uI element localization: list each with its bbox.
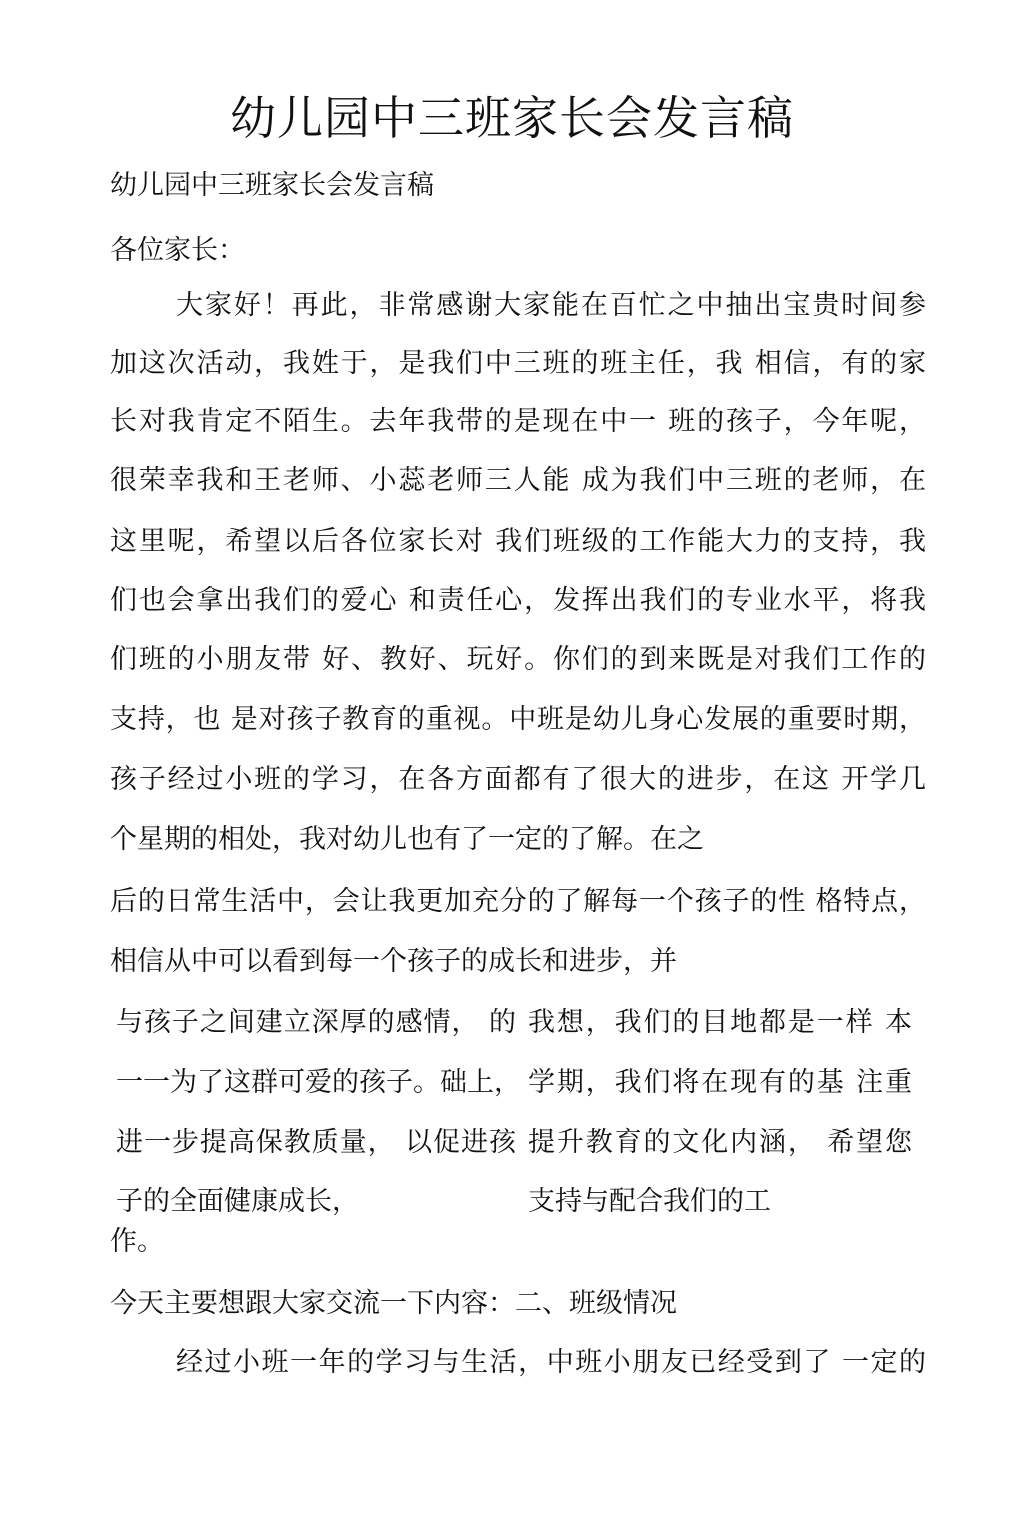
column-left-line: 进一步提高保教质量， 以促进孩	[116, 1127, 516, 1158]
para1-line: 们也会拿出我们的爱心 和责任心，发挥出我们的专业水平，将我	[110, 585, 926, 616]
para1-line: 加这次活动，我姓于，是我们中三班的班主任，我 相信，有的家	[110, 348, 926, 379]
column-left-line: 子的全面健康成长，	[116, 1186, 359, 1217]
para1-line: 个星期的相处，我对幼儿也有了一定的了解。在之	[110, 824, 704, 855]
para2-line: 相信从中可以看到每一个孩子的成长和进步，并	[110, 946, 677, 977]
para1-line: 这里呢，希望以后各位家长对 我们班级的工作能大力的支持，我	[110, 526, 926, 557]
para1-line: 孩子经过小班的学习，在各方面都有了很大的进步，在这 开学几	[110, 764, 926, 795]
para2-line: 后的日常生活中，会让我更加充分的了解每一个孩子的性 格特点，	[110, 886, 926, 917]
column-right-line: 支持与配合我们的工	[528, 1186, 771, 1217]
column-right-line: 学期，我们将在现有的基 注重	[528, 1067, 912, 1098]
column-left-line: 与孩子之间建立深厚的感情， 的	[116, 1007, 516, 1038]
document-subtitle: 幼儿园中三班家长会发言稿	[110, 170, 434, 201]
para1-line: 们班的小朋友带 好、教好、玩好。你们的到来既是对我们工作的	[110, 644, 926, 675]
agenda-line: 今天主要想跟大家交流一下内容：二、班级情况	[110, 1288, 677, 1319]
para1-line: 长对我肯定不陌生。去年我带的是现在中一 班的孩子，今年呢，	[110, 406, 926, 437]
column-left-line: 一一为了这群可爱的孩子。础上，	[116, 1067, 521, 1098]
document-title: 幼儿园中三班家长会发言稿	[230, 91, 794, 145]
para1-line: 大家好！再此，非常感谢大家能在百忙之中抽出宝贵时间参	[176, 290, 926, 321]
para3-line: 经过小班一年的学习与生活，中班小朋友已经受到了 一定的	[176, 1347, 926, 1378]
para1-line: 很荣幸我和王老师、小蕊老师三人能 成为我们中三班的老师，在	[110, 465, 926, 496]
column-right-line: 我想，我们的目地都是一样 本	[528, 1007, 912, 1038]
column-right-line: 提升教育的文化内涵， 希望您	[528, 1127, 912, 1158]
salutation: 各位家长：	[110, 235, 245, 266]
tail-line: 作。	[110, 1226, 164, 1257]
para1-line: 支持，也 是对孩子教育的重视。中班是幼儿身心发展的重要时期，	[110, 704, 926, 735]
